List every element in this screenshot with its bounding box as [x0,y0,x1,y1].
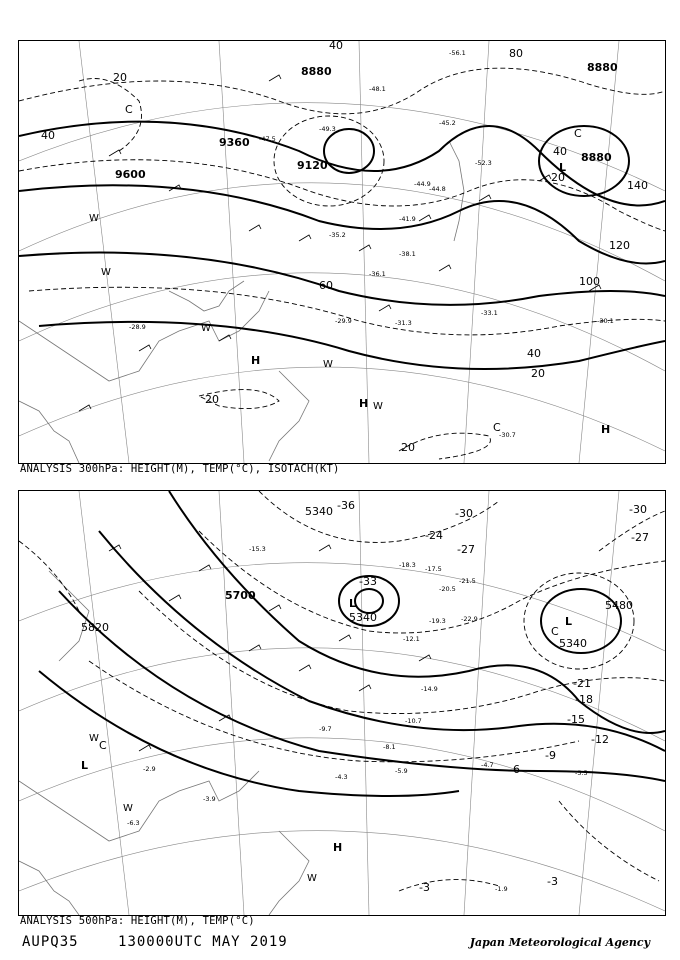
warm-symbol: W [123,803,133,814]
high-pressure-symbol: H [601,423,611,436]
temp-label: -28.9 [129,323,146,331]
station-value: -10.7 [405,717,422,725]
isotach-label: 40 [329,41,343,52]
temp-label: -27 [457,543,475,556]
temp-label: -48.1 [369,85,386,93]
warm-symbol: W [323,359,333,370]
caption-300hpa: ANALYSIS 300hPa: HEIGHT(M), TEMP(°C), ISOTACH(KT) [20,463,340,475]
low-pressure-symbol: L [559,161,567,174]
temp-label: -31.3 [395,319,412,327]
temp-label: -29.9 [335,317,352,325]
warm-symbol: W [89,213,99,224]
isotach-label: 80 [509,47,523,60]
isotach-contours [19,68,665,459]
station-value: -6.3 [127,819,140,827]
valid-time: 130000UTC MAY 2019 [118,934,288,950]
height-label: 9120 [297,159,328,172]
temp-label: -18 [575,693,593,706]
temp-label: -21 [573,677,591,690]
station-value: -4.7 [481,761,494,769]
warm-symbol: W [89,733,99,744]
low-pressure-symbol: L [565,615,573,628]
station-value: -22.9 [461,615,478,623]
station-value: -20.5 [439,585,456,593]
temp-label: -36.1 [369,270,386,278]
temp-label: -27 [631,531,649,544]
station-value: -4.3 [335,773,348,781]
wind-barbs [109,545,431,751]
high-pressure-symbol: H [359,397,369,410]
high-pressure-symbol: H [333,841,343,854]
isotach-label: 100 [579,275,600,288]
isotach-label: 20 [531,367,545,380]
isotach-label: 140 [627,179,648,192]
temp-label: -15 [567,713,585,726]
height-label: 8880 [581,151,612,164]
temp-label: -35.2 [329,231,346,239]
chart-footer-code [22,934,288,950]
temp-label: -30 [455,507,473,520]
temp-label: -52.3 [475,159,492,167]
temp-label: -9 [545,749,556,762]
height-label: 5340 [305,505,333,518]
height-label: 8880 [301,65,332,78]
station-value: -17.5 [425,565,442,573]
warm-symbol: W [307,873,317,884]
cold-symbol: C [125,103,133,116]
chart-500hpa-map [19,491,665,915]
height-label: 8880 [587,61,618,74]
chart-300hpa [18,40,666,464]
cold-symbol: C [574,127,582,140]
isotach-label: 40 [527,347,541,360]
station-value: -5.5 [575,769,588,777]
isotach-label: 20 [401,441,415,454]
station-value: -1.9 [495,885,508,893]
caption-500hpa: ANALYSIS 500hPa: HEIGHT(M), TEMP(°C) [20,915,255,927]
temp-label: -12 [591,733,609,746]
height-label: 5340 [349,611,377,624]
station-value: -14.9 [421,685,438,693]
station-value: -19.3 [429,617,446,625]
temp-label: -33 [359,575,377,588]
temp-label: -33.1 [481,309,498,317]
coastline [19,571,309,915]
isotach-label: 40 [41,129,55,142]
temp-label: -47.5 [259,135,276,143]
temp-label: -3 [419,881,430,894]
temp-label: -56.1 [449,49,466,57]
station-value: -2.9 [143,765,156,773]
isotach-label: 40 [553,145,567,158]
low-pressure-symbol: L [349,597,357,610]
isotach-label: 20 [113,71,127,84]
station-value: -9.7 [319,725,332,733]
height-label: 5820 [81,621,109,634]
wind-barbs [79,75,601,411]
high-pressure-symbol: H [251,354,261,367]
station-value: -21.5 [459,577,476,585]
bulletin-code: AUPQ35 [22,934,79,950]
temp-label: -6 [509,763,520,776]
temp-label: -45.2 [439,119,456,127]
temp-label: -38.1 [399,250,416,258]
cold-symbol: C [493,421,501,434]
warm-symbol: W [201,323,211,334]
temp-label: -3 [547,875,558,888]
agency-name: Japan Meteorological Agency [469,936,650,949]
temp-label: -24 [425,529,443,542]
temp-label: -41.9 [399,215,416,223]
temp-label: -36 [337,499,355,512]
temp-label: -30 [629,503,647,516]
height-label: 9360 [219,136,250,149]
cold-symbol: C [551,625,559,638]
isotach-label: 120 [609,239,630,252]
station-value: -8.1 [383,743,396,751]
isotach-label: 20 [551,171,565,184]
height-contours [19,122,665,369]
warm-symbol: W [373,401,383,412]
temp-label: -30.7 [499,431,516,439]
isotach-label: 20 [205,393,219,406]
station-value: -12.1 [403,635,420,643]
low-pressure-symbol: L [81,759,89,772]
height-label: 9600 [115,168,146,181]
temp-label: -44.9 [414,180,431,188]
temp-label: -30.1 [597,317,614,325]
cold-symbol: C [99,739,107,752]
station-value: -15.3 [249,545,266,553]
station-value: -5.9 [395,767,408,775]
warm-symbol: W [101,267,111,278]
height-label: 5480 [605,599,633,612]
isotach-label: 60 [319,279,333,292]
temp-label: -44.8 [429,185,446,193]
height-label: 5700 [225,589,256,602]
chart-500hpa [18,490,666,916]
temp-label: -49.3 [319,125,336,133]
station-value: -18.3 [399,561,416,569]
station-value: -3.9 [203,795,216,803]
height-label: 5340 [559,637,587,650]
chart-300hpa-map [19,41,665,463]
